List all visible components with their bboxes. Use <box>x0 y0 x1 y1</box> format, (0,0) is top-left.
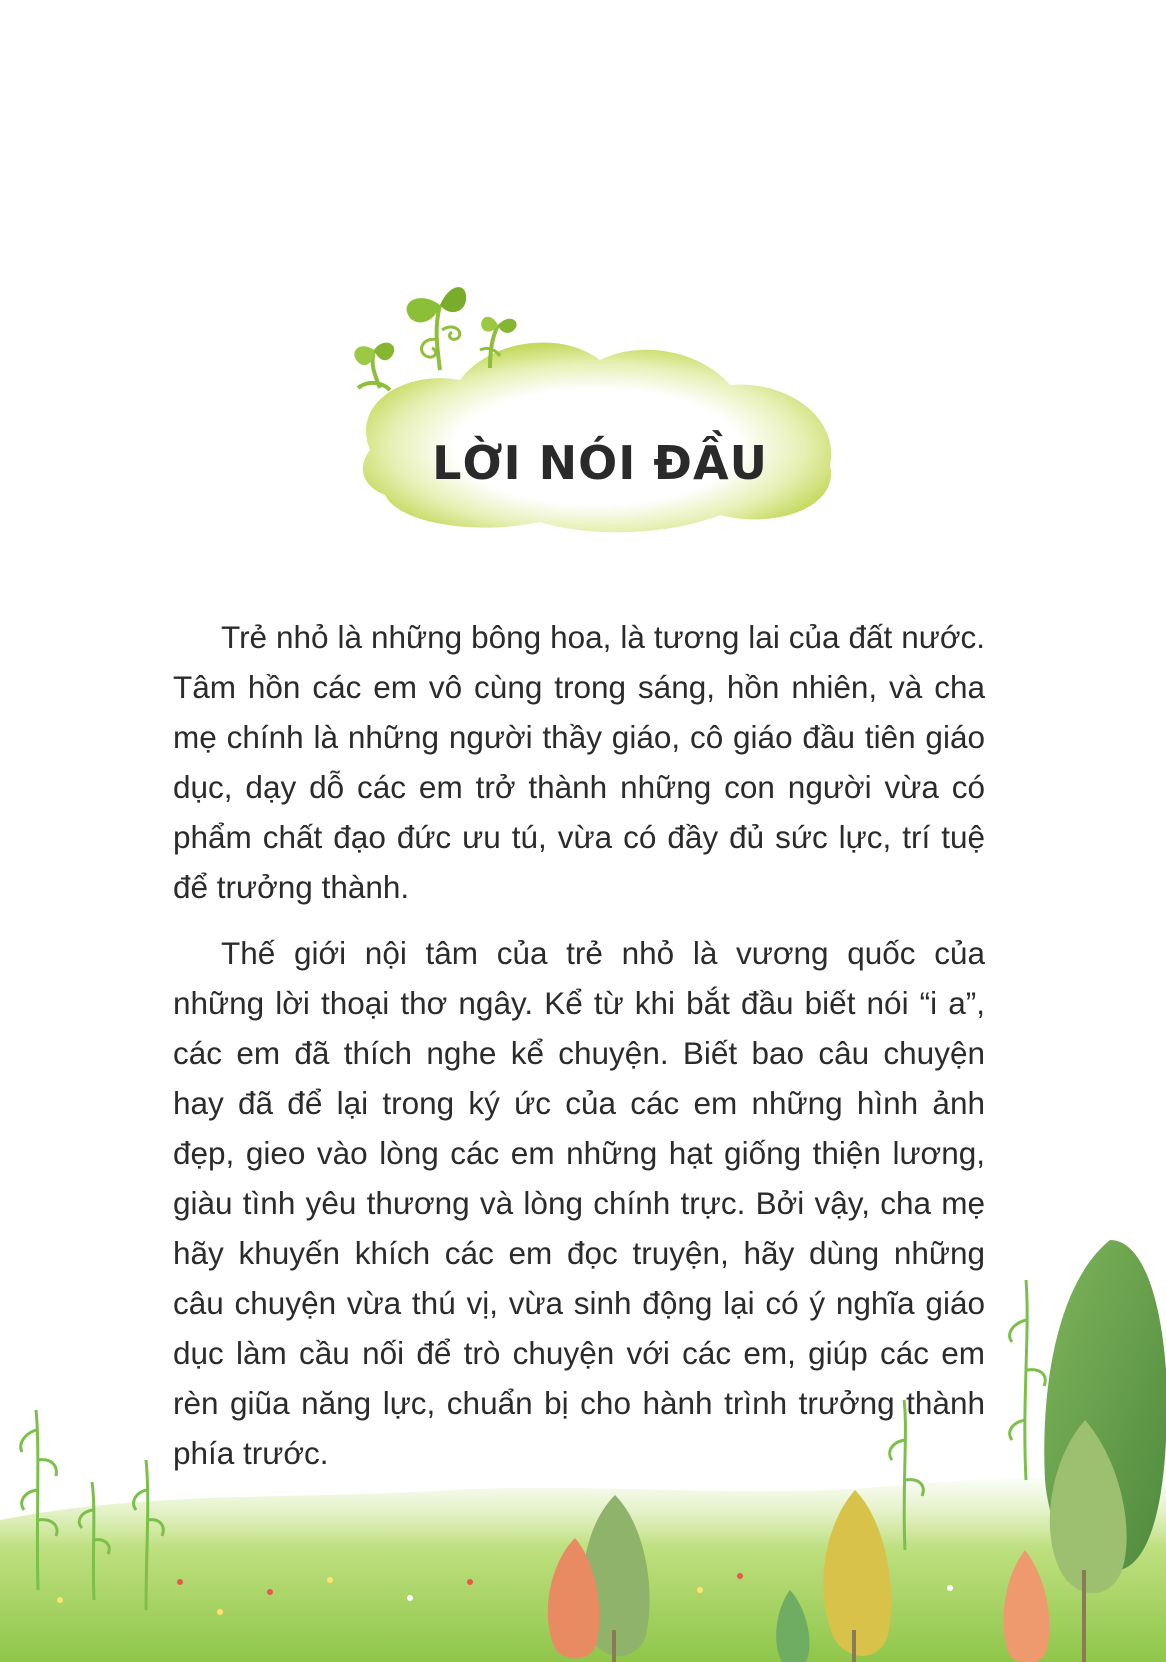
title-cloud <box>340 280 860 560</box>
cloud-sprout-illustration <box>340 280 860 560</box>
page-title: LỜI NÓI ĐẦU <box>432 436 768 490</box>
paragraph-2: Thế giới nội tâm của trẻ nhỏ là vương quốc của những lời thoại thơ ngây. Kể từ khi bắt đầu biết nói “i a”, các em đã thích nghe kể chuyện. Biết bao câu chuyện hay đã để lại trong ký ức của các em những hình ảnh đẹp, gieo vào lòng các em những hạt giống thiện lương, giàu tình yêu thương và lòng chính trực. Bởi vậy, cha mẹ hãy khuyến khích các em đọc truyện, hãy dùng những câu chuyện vừa thú vị, vừa sinh động lại có ý nghĩa giáo dục làm cầu nối để trò chuyện với các em, giúp các em rèn giũa năng lực, chuẩn bị cho hành trình trưởng thành phía trước. <box>173 935 985 1471</box>
paragraph-1: Trẻ nhỏ là những bông hoa, là tương lai của đất nước. Tâm hồn các em vô cùng trong sáng, hồn nhiên, và cha mẹ chính là những người thầy giáo, cô giáo đầu tiên giáo dục, dạy dỗ các em trở thành những con người vừa có phẩm chất đạo đức ưu tú, vừa có đầy đủ sức lực, trí tuệ để trưởng thành. <box>173 619 985 905</box>
sprout-center-icon <box>407 287 467 370</box>
sprout-left-icon <box>354 343 394 390</box>
meadow-illustration <box>0 1220 1166 1662</box>
